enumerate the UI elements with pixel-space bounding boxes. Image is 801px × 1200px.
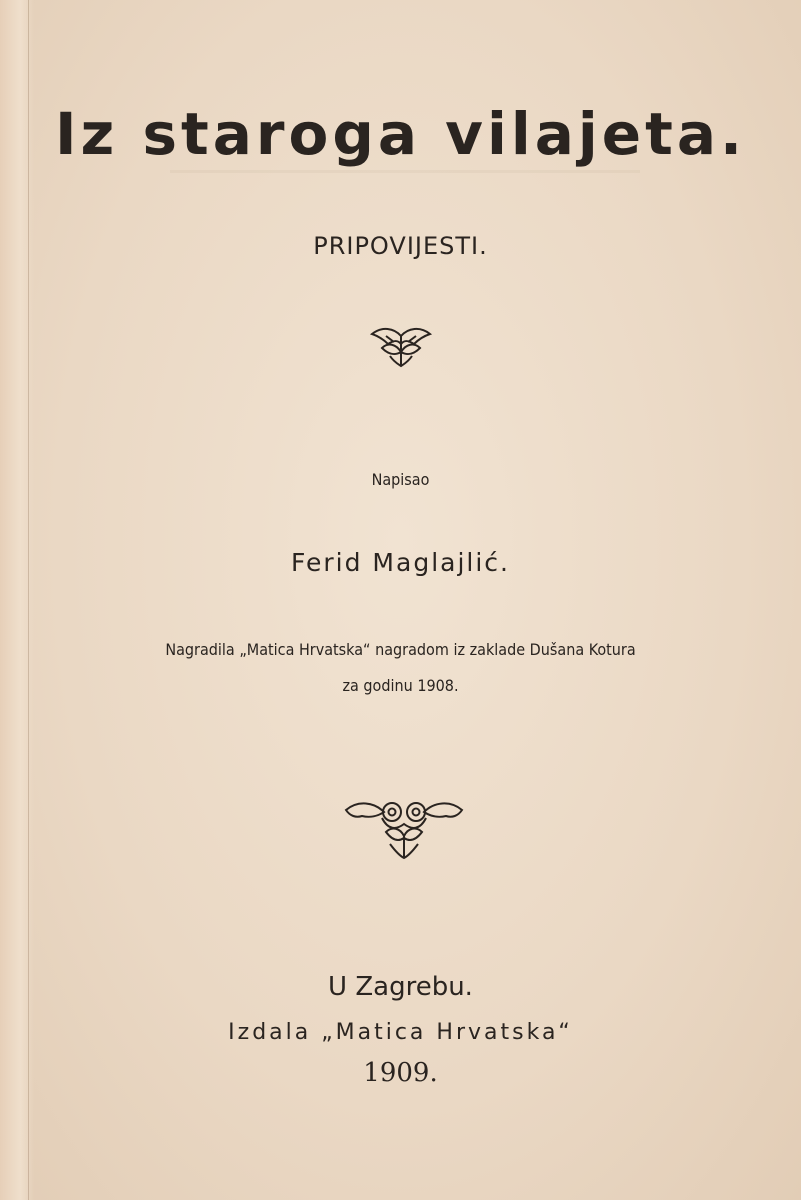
award-line-1: Nagradila „Matica Hrvatska“ nagradom iz zaklade Dušana Kotura bbox=[165, 640, 636, 659]
publisher-line: Izdala „Matica Hrvatska“ bbox=[228, 1020, 573, 1045]
book-title: Iz staroga vilajeta. bbox=[54, 100, 747, 168]
award-line-2: za godinu 1908. bbox=[342, 676, 459, 695]
owl-ornament-icon bbox=[344, 796, 464, 860]
leaf-ornament-icon bbox=[368, 322, 434, 368]
byline-label: Napisao bbox=[371, 470, 430, 489]
show-through-block bbox=[170, 170, 640, 233]
book-subtitle: PRIPOVIJESTI. bbox=[313, 232, 488, 260]
publication-place: U Zagrebu. bbox=[328, 972, 473, 1002]
author-name: Ferid Maglajlić. bbox=[291, 548, 510, 577]
publication-year: 1909. bbox=[363, 1058, 438, 1088]
